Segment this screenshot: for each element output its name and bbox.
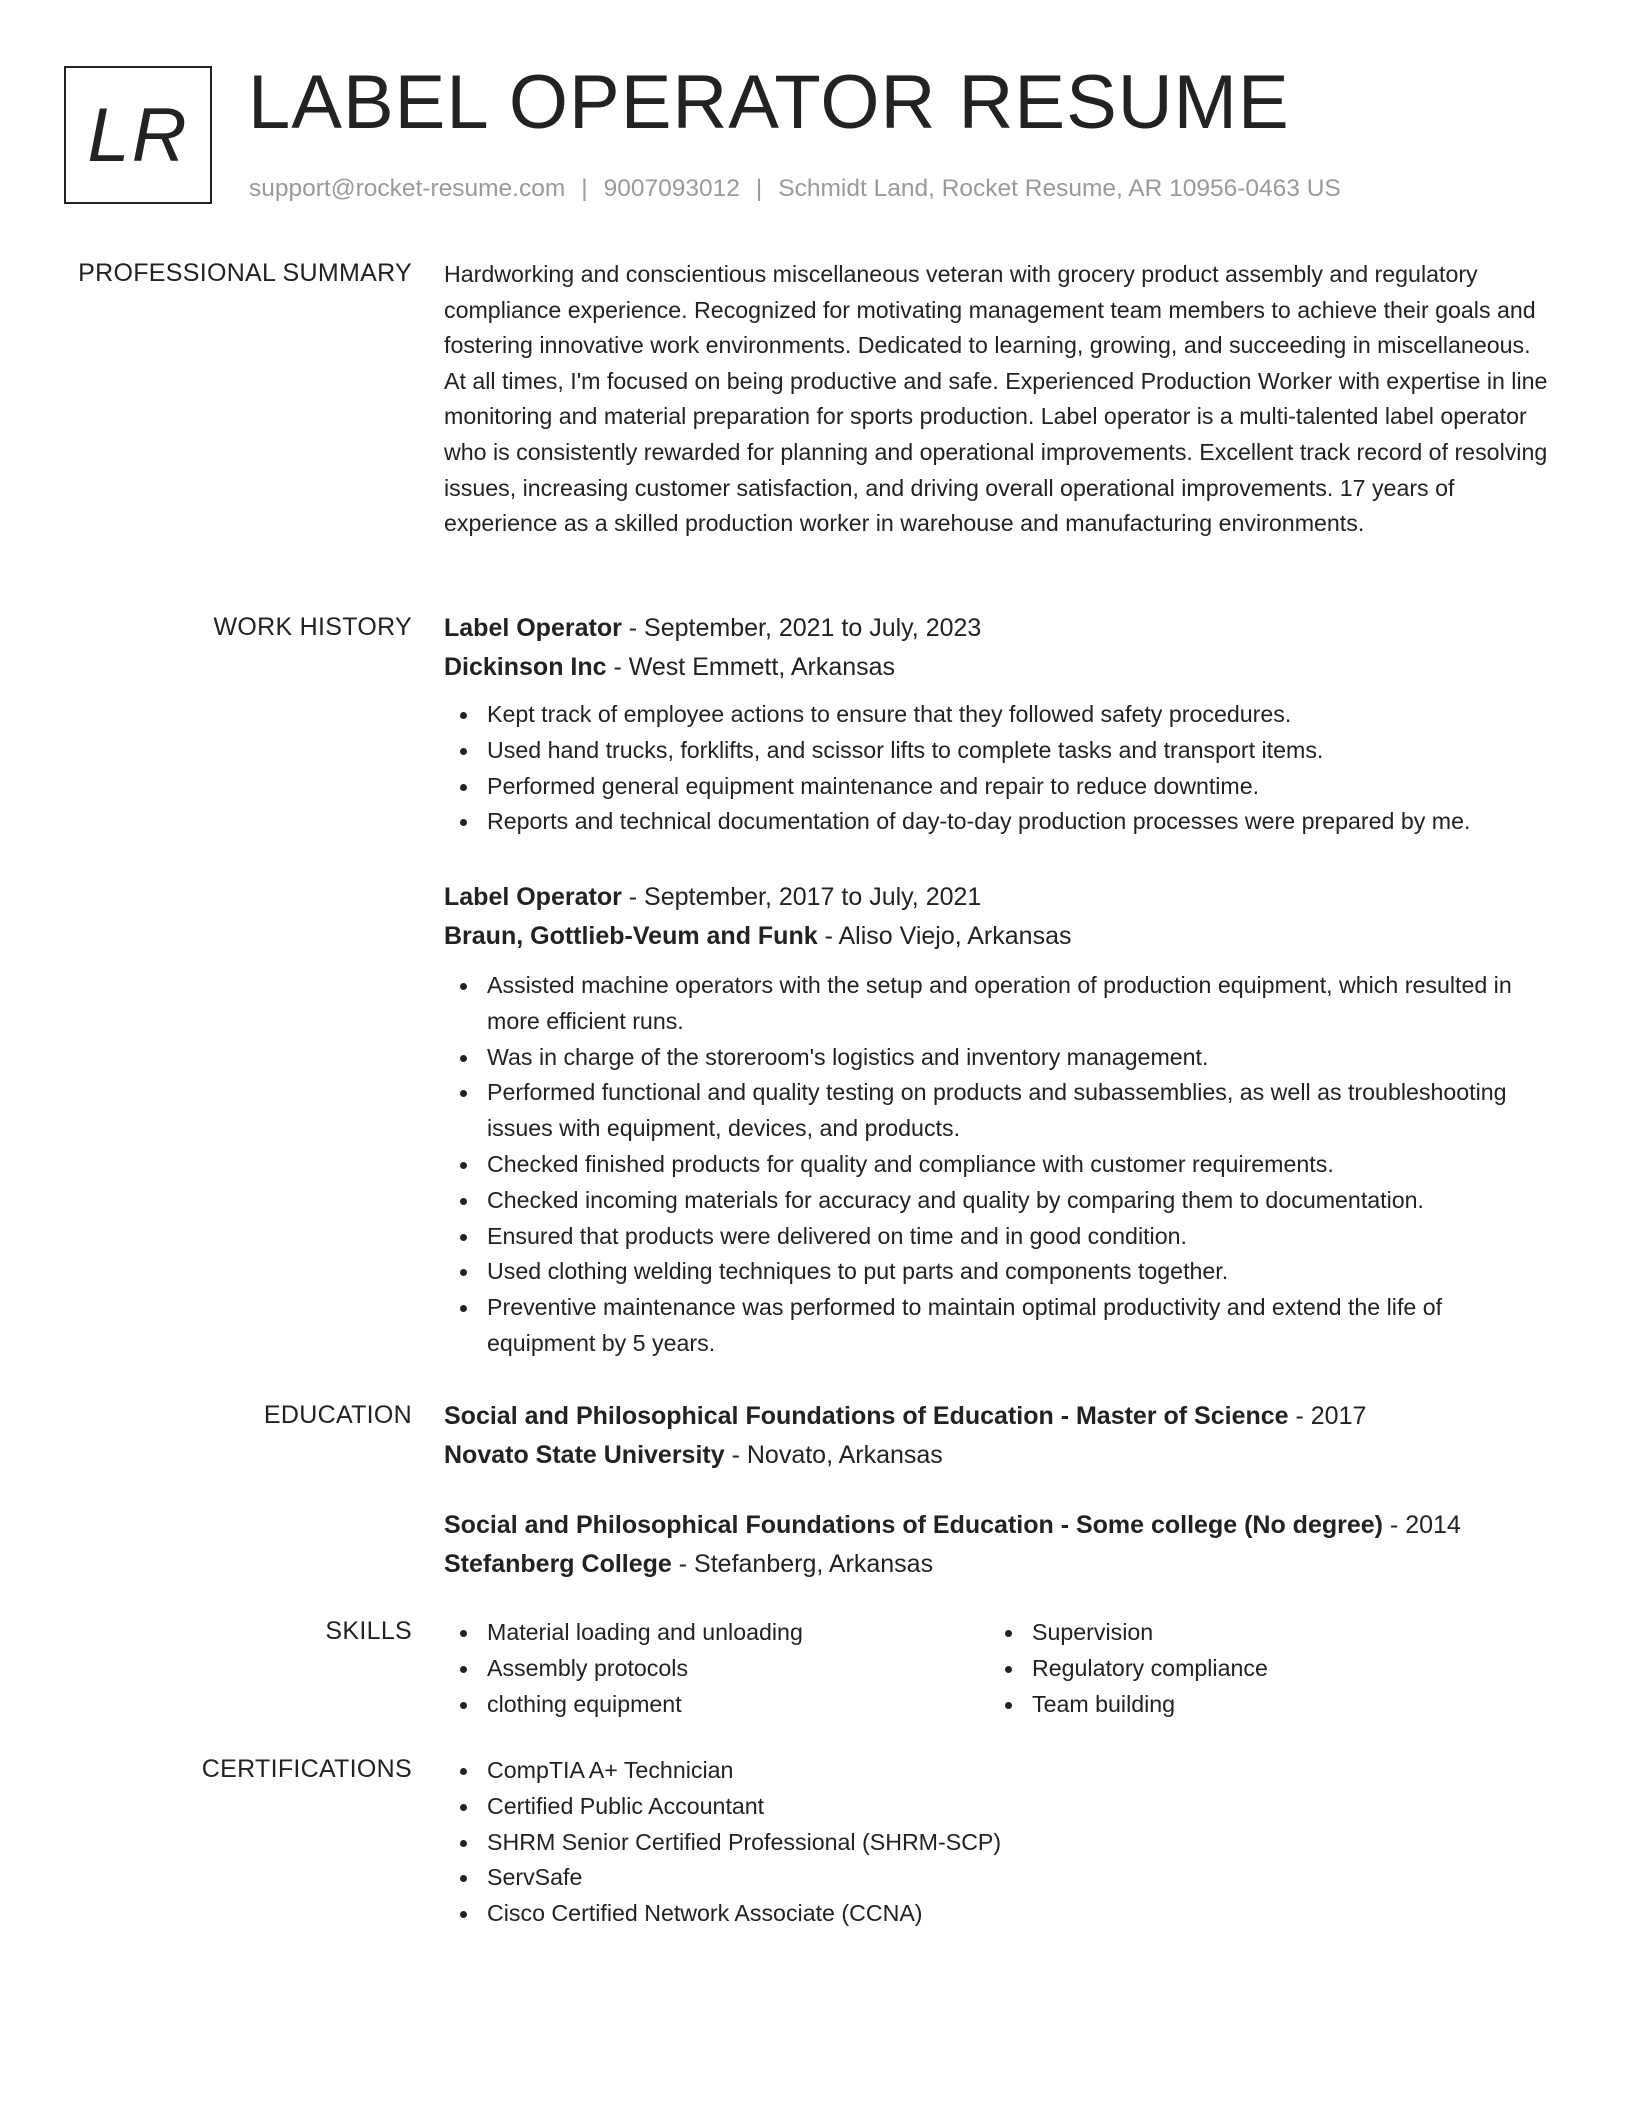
education-entry (444, 1506, 1552, 1584)
list-item: Checked finished products for quality and compliance with customer requirements. (487, 1147, 1552, 1183)
list-item: Cisco Certified Network Associate (CCNA) (487, 1896, 1552, 1932)
list-item: Assembly protocols (487, 1651, 964, 1687)
education-year: - 2014 (1383, 1511, 1461, 1539)
list-item: Certified Public Accountant (487, 1789, 1552, 1825)
skills-right-column (989, 1615, 1549, 1722)
section-title-skills: SKILLS (325, 1617, 412, 1645)
section-title-certifications: CERTIFICATIONS (201, 1755, 412, 1783)
certifications-section (444, 1753, 1552, 1932)
summary-section (444, 257, 1552, 542)
education-school: Novato State University (444, 1441, 725, 1469)
skills-list (444, 1615, 964, 1722)
contact-email: support@rocket-resume.com (249, 175, 566, 202)
skills-left-column (444, 1615, 964, 1722)
education-year: - 2017 (1288, 1402, 1367, 1430)
job-entry (444, 609, 1552, 840)
job-role: Label Operator (444, 883, 622, 911)
list-item: Was in charge of the storeroom's logistics and inventory management. (487, 1040, 1552, 1076)
list-item: Supervision (1032, 1615, 1549, 1651)
education-school-line (444, 1436, 1552, 1475)
list-item: Checked incoming materials for accuracy and quality by comparing them to documentation. (487, 1183, 1552, 1219)
job-role: Label Operator (444, 614, 622, 642)
list-item: CompTIA A+ Technician (487, 1753, 1552, 1789)
job-company-line (444, 648, 1552, 687)
resume-title: LABEL OPERATOR RESUME (248, 60, 1290, 145)
list-item: clothing equipment (487, 1687, 964, 1723)
list-item: SHRM Senior Certified Professional (SHRM-SCP) (487, 1825, 1552, 1861)
contact-address: Schmidt Land, Rocket Resume, AR 10956-0463 US (778, 175, 1341, 202)
education-entry (444, 1397, 1552, 1475)
education-degree: Social and Philosophical Foundations of Education - Master of Science (444, 1402, 1289, 1430)
list-item: Preventive maintenance was performed to maintain optimal productivity and extend the life of equipment by 5 years. (487, 1290, 1552, 1362)
list-item: Used hand trucks, forklifts, and scissor lifts to complete tasks and transport items. (487, 733, 1552, 769)
education-school-line (444, 1545, 1552, 1584)
contact-line (249, 173, 1341, 205)
section-title-work-history: WORK HISTORY (213, 613, 412, 641)
list-item: Kept track of employee actions to ensure that they followed safety procedures. (487, 697, 1552, 733)
job-title-line (444, 878, 1552, 917)
job-dates: - September, 2017 to July, 2021 (621, 883, 982, 911)
list-item: Used clothing welding techniques to put parts and components together. (487, 1254, 1552, 1290)
list-item: Performed general equipment maintenance and repair to reduce downtime. (487, 769, 1552, 805)
section-title-summary: PROFESSIONAL SUMMARY (78, 259, 412, 287)
job-company: Braun, Gottlieb-Veum and Funk (444, 922, 818, 950)
education-degree: Social and Philosophical Foundations of Education - Some college (No degree) (444, 1511, 1383, 1539)
list-item: Performed functional and quality testing on products and subassemblies, as well as troubleshooting issues with equipment, devices, and products. (487, 1075, 1552, 1147)
job-company: Dickinson Inc (444, 653, 607, 681)
education-degree-line (444, 1506, 1552, 1545)
job-title-line (444, 609, 1552, 648)
list-item: Team building (1032, 1687, 1549, 1723)
list-item: Material loading and unloading (487, 1615, 964, 1651)
education-location: - Stefanberg, Arkansas (671, 1550, 934, 1578)
certifications-list (444, 1753, 1552, 1932)
education-degree-line (444, 1397, 1552, 1436)
job-bullets (444, 697, 1552, 840)
job-location: - West Emmett, Arkansas (606, 653, 896, 681)
job-bullets (444, 968, 1552, 1362)
job-location: - Aliso Viejo, Arkansas (817, 922, 1072, 950)
section-title-education: EDUCATION (263, 1401, 412, 1429)
contact-phone: 9007093012 (603, 175, 740, 202)
job-dates: - September, 2021 to July, 2023 (621, 614, 982, 642)
list-item: Reports and technical documentation of day-to-day production processes were prepared by me. (487, 804, 1552, 840)
job-company-line (444, 917, 1552, 956)
skills-list (989, 1615, 1549, 1722)
contact-separator: | (581, 175, 588, 202)
list-item: ServSafe (487, 1860, 1552, 1896)
list-item: Regulatory compliance (1032, 1651, 1549, 1687)
education-school: Stefanberg College (444, 1550, 672, 1578)
summary-text: Hardworking and conscientious miscellaneous veteran with grocery product assembly and regulatory compliance experience. Recognized for motivating management team members to achieve their goals and fostering innovative work environments. Dedicated to learning, growing, and succeeding in miscellaneous. At all times, I'm focused on being productive and safe. Experienced Production Worker with expertise in line monitoring and material preparation for sports production. Label operator is a multi-talented label operator who is consistently rewarded for planning and operational improvements. Excellent track record of resolving issues, increasing customer satisfaction, and driving overall operational improvements. 17 years of experience as a skilled production worker in warehouse and manufacturing environments. (444, 261, 1548, 537)
list-item: Assisted machine operators with the setup and operation of production equipment, which resulted in more efficient runs. (487, 968, 1552, 1040)
job-entry (444, 878, 1552, 1362)
education-location: - Novato, Arkansas (724, 1441, 943, 1469)
monogram-logo: LR (64, 66, 212, 204)
list-item: Ensured that products were delivered on time and in good condition. (487, 1219, 1552, 1255)
contact-separator: | (755, 175, 763, 202)
